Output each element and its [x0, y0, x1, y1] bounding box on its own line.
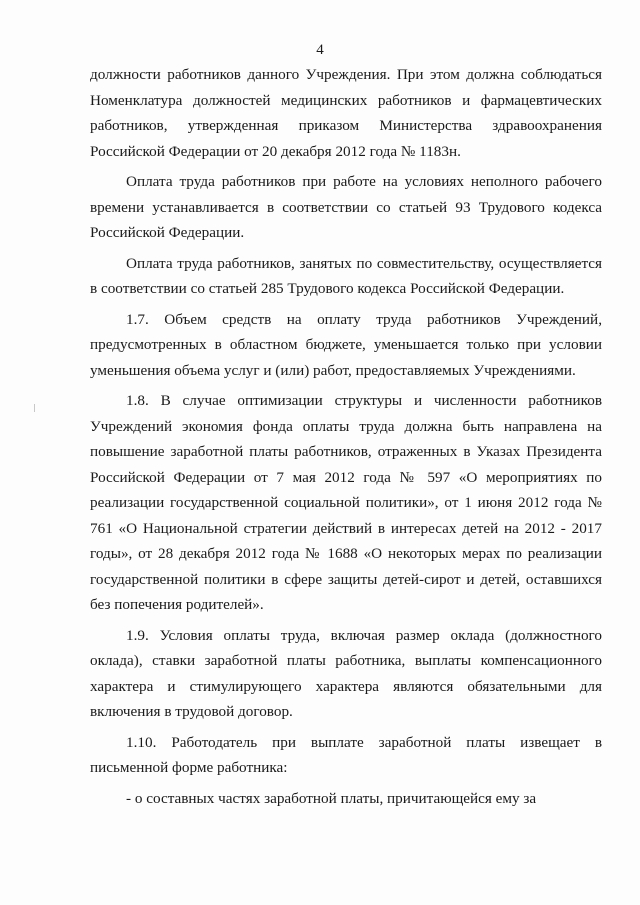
margin-mark: [34, 404, 35, 412]
paragraph-1-10: 1.10. Работодатель при выплате заработной платы извещает в письменной форме работника:: [90, 733, 602, 776]
paragraph-1-9: 1.9. Условия оплаты труда, включая размер оклада (должностного оклада), ставки заработной платы работника, выплаты компенсационного характера и стимулирующего характера являются обязательными для включения в трудовой договор.: [90, 626, 602, 720]
document-body: [90, 62, 602, 811]
paragraph-1-8: 1.8. В случае оптимизации структуры и численности работников Учреждений экономия фонда оплаты труда должна быть направлена на повышение заработной платы работников, отраженных в Указах Президента Российской Федерации от 7 мая 2012 года № 597 «О мероприятиях по реализации государственной социальной политики», от 1 июня 2012 года № 761 «О Национальной стратегии действий в интересах детей на 2012 - 2017 годы», от 28 декабря 2012 года № 1688 «О некоторых мерах по реализации государственной политики в сфере защиты детей-сирот и детей, оставшихся без попечения родителей».: [90, 392, 602, 613]
page-number: 4: [316, 42, 324, 58]
list-item: - о составных частях заработной платы, причитающейся ему за: [126, 789, 537, 807]
paragraph-part-time-pay: Оплата труда работников при работе на условиях неполного рабочего времени устанавливается в соответствии со статьей 93 Трудового кодекса Российской Федерации.: [90, 173, 602, 241]
paragraph-combined-jobs-pay: Оплата труда работников, занятых по совместительству, осуществляется в соответствии со статьей 285 Трудового кодекса Российской Федерации.: [90, 254, 602, 297]
paragraph-1-7: 1.7. Объем средств на оплату труда работников Учреждений, предусмотренных в областном бюджете, уменьшается только при условии уменьшения объема услуг и (или) работ, предоставляемых Учреждениями.: [90, 310, 602, 379]
paragraph-continuation: должности работников данного Учреждения. При этом должна соблюдаться Номенклатура должностей медицинских работников и фармацевтических работников, утвержденная приказом Министерства здравоохранения Российской Федерации от 20 декабря 2012 года № 1183н.: [90, 66, 602, 160]
